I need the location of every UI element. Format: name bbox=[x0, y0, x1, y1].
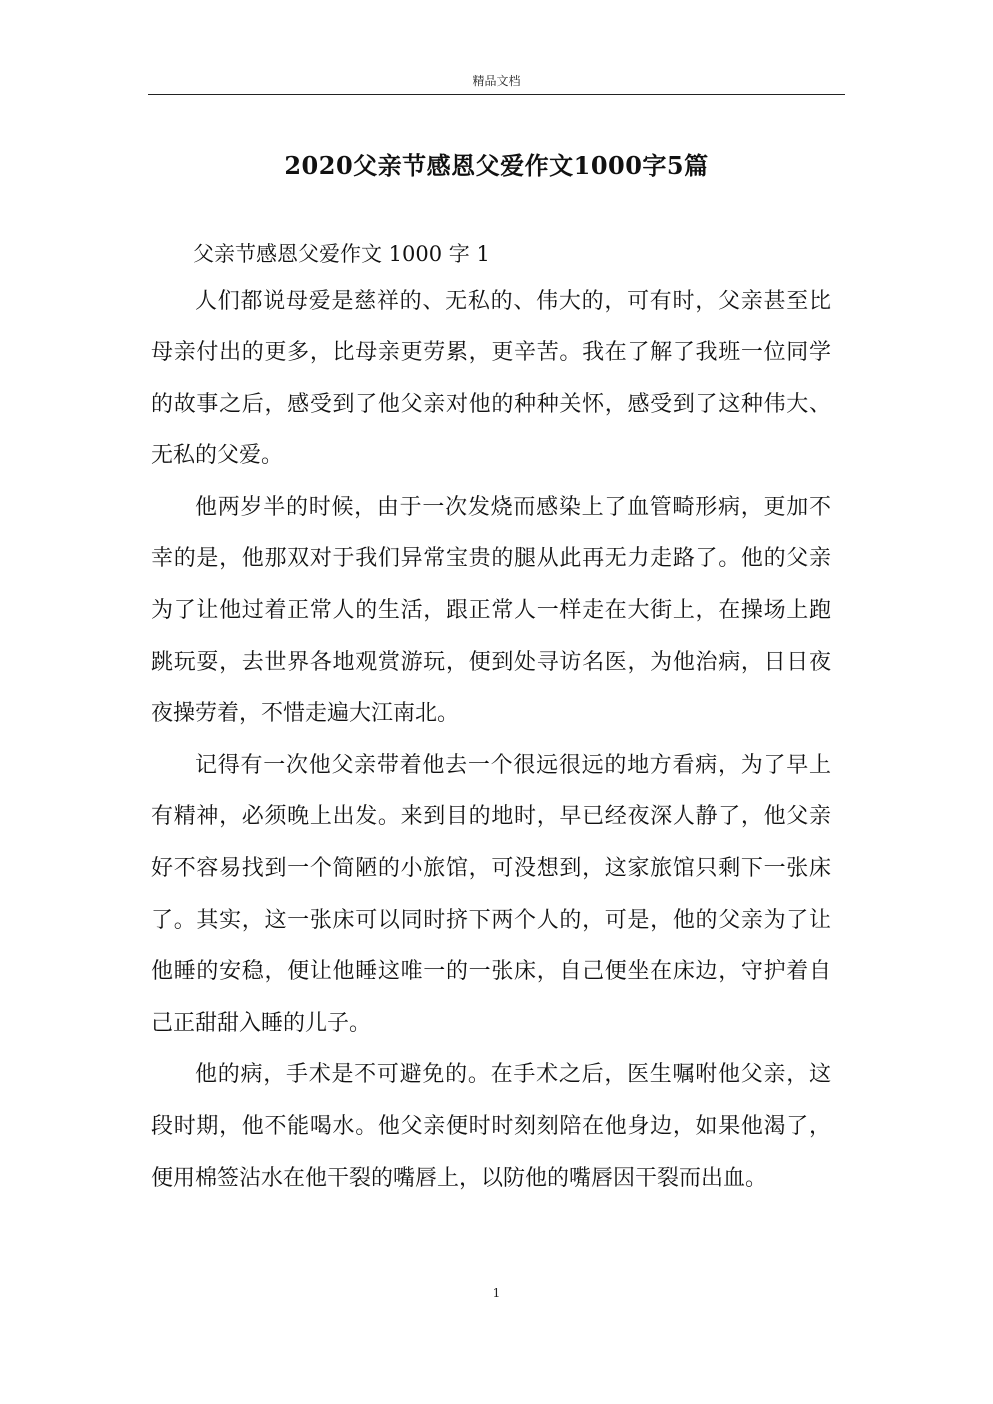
header-text: 精品文档 bbox=[472, 74, 521, 88]
page-number: 1 bbox=[492, 1286, 501, 1300]
section-heading: 父亲节感恩父爱作文 1000 字 1 bbox=[193, 242, 490, 266]
paragraph-2: 他两岁半的时候，由于一次发烧而感染上了血管畸形病，更加不幸的是，他那双对于我们异常宝贵的腿从此再无力走路了。他的父亲为了让他过着正常人的生活，跟正常人一样走在大街上，在操场上跑跳玩耍，去世界各地观赏游玩，便到处寻访名医，为他治病，日日夜夜操劳着，不惜走遍大江南北。 bbox=[151, 494, 831, 727]
page-header bbox=[148, 68, 845, 95]
document-title: 2020父亲节感恩父爱作文1000字5篇 bbox=[284, 151, 709, 181]
paragraph-1: 人们都说母爱是慈祥的、无私的、伟大的，可有时，父亲甚至比母亲付出的更多，比母亲更劳累，更辛苦。我在了解了我班一位同学的故事之后，感受到了他父亲对他的种种关怀，感受到了这种伟大、无私的父爱。 bbox=[151, 288, 831, 469]
paragraph-3: 记得有一次他父亲带着他去一个很远很远的地方看病，为了早上有精神，必须晚上出发。来到目的地时，早已经夜深人静了，他父亲好不容易找到一个简陋的小旅馆，可没想到，这家旅馆只剩下一张床了。其实，这一张床可以同时挤下两个人的，可是，他的父亲为了让他睡的安稳，便让他睡这唯一的一张床，自己便坐在床边，守护着自己正甜甜入睡的儿子。 bbox=[151, 752, 831, 1036]
document-body bbox=[151, 234, 831, 1204]
paragraph-4: 他的病，手术是不可避免的。在手术之后，医生嘱咐他父亲，这段时期，他不能喝水。他父亲便时时刻刻陪在他身边，如果他渴了，便用棉签沾水在他干裂的嘴唇上，以防他的嘴唇因干裂而出血。 bbox=[151, 1062, 831, 1191]
